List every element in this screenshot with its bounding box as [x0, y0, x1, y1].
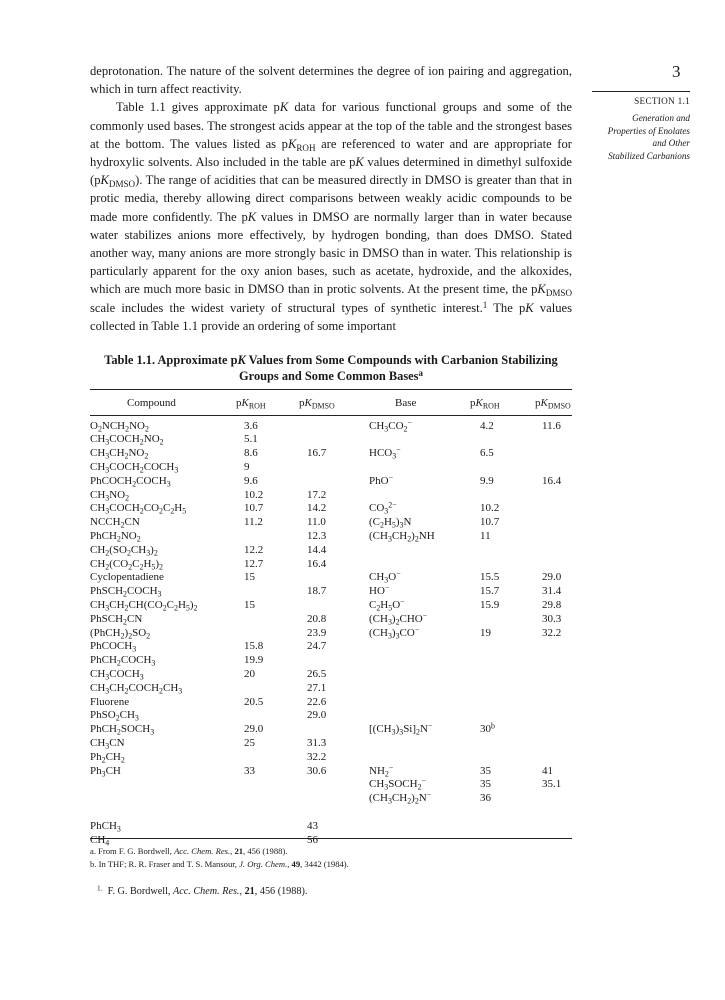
table-row [90, 696, 572, 710]
table-top-rule [90, 389, 572, 390]
table-row [90, 806, 572, 820]
cell-pk-dmso: 43 [307, 819, 318, 832]
cell-base-pk-roh: 6.5 [480, 447, 494, 460]
cell-base-pk-roh: 9.9 [480, 474, 494, 487]
table-row [90, 737, 572, 751]
table-row [90, 624, 572, 641]
cell-compound: PhCOCH$_3$ [90, 640, 137, 654]
cell-pk-roh: 15 [244, 571, 255, 584]
table-bottom-rule [90, 838, 572, 839]
table-row [90, 640, 572, 654]
sidebar-rule [592, 91, 690, 92]
cell-compound: $NCCH_2CN$ [90, 516, 140, 530]
cell-base: $CO_3^{2-}$ [369, 500, 397, 516]
cell-pk-roh: 15.8 [244, 640, 264, 653]
table-row [90, 654, 572, 668]
table-row [90, 585, 572, 599]
cell-pk-roh: 33 [244, 764, 255, 777]
cell-pk-roh: 5.1 [244, 433, 258, 446]
table-row [90, 571, 572, 585]
cell-base-pk-dmso: 35.1 [542, 778, 562, 791]
cell-base: $C_2H_5O^-$ [369, 597, 405, 613]
cell-base: PhO− [369, 473, 394, 487]
cell-base-pk-dmso: 41 [542, 764, 553, 777]
cell-base: HO− [369, 583, 390, 598]
cell-pk-roh: 9.6 [244, 474, 258, 487]
section-title-line: and Other [652, 138, 690, 148]
page-footnote: $^{1.}$ F. G. Bordwell, Acc. Chem. Res., 21, 456 (1988). [97, 883, 308, 897]
table-row [90, 820, 572, 834]
section-label: SECTION 1.1 [634, 96, 690, 106]
cell-base: $(C_2H_5)_3N$ [369, 516, 412, 530]
cell-base-pk-roh: 30$^b$ [480, 721, 495, 736]
cell-base-pk-dmso: 32.2 [542, 626, 562, 639]
cell-pk-roh: 11.2 [244, 516, 263, 529]
cell-compound: $Ph_3CH$ [90, 764, 121, 779]
column-header-pk-dmso-base: $pK_{DMSO}$ [535, 397, 571, 411]
table-footnote: b. In THF; R. R. Fraser and T. S. Mansour, J. Org. Chem., 49, 3442 (1984). [90, 859, 349, 869]
cell-pk-roh: 12.2 [244, 543, 264, 556]
cell-pk-dmso: 20.8 [307, 612, 327, 625]
page-number: 3 [672, 62, 681, 81]
cell-compound: $CH_2(CO_2C_2H_5)_2$ [90, 557, 163, 572]
cell-base: $[(CH_3)_3Si]_2N^-$ [369, 721, 433, 737]
cell-base: $(CH_3)_3CO^-$ [369, 624, 420, 641]
cell-compound: $CH_3CH_2COCH_2CH_3$ [90, 681, 183, 696]
paragraph: deprotonation. The nature of the solvent determines the degree of ion pairing and aggregation, which in turn affect reactivity. [90, 64, 572, 97]
cell-pk-dmso: 18.7 [307, 585, 327, 598]
cell-compound: PhCH$_3$ [90, 819, 121, 834]
cell-base: $CH_3SOCH_2^-$ [369, 776, 426, 792]
table-row [90, 447, 572, 461]
table-caption: Table 1.1. Approximate pK Values from Some Compounds with Carbanion Stabilizing Groups and Some Common Bases$^a$ [104, 353, 558, 383]
table-row [90, 530, 572, 544]
cell-base-pk-roh: 10.2 [480, 502, 500, 515]
cell-base-pk-roh: 15.9 [480, 598, 500, 611]
cell-compound: $CH_4$ [90, 833, 110, 848]
cell-pk-roh: 25 [244, 736, 255, 749]
table-row [90, 723, 572, 737]
column-header-pk-dmso: $pK_{DMSO}$ [299, 397, 335, 411]
cell-compound: Fluorene [90, 695, 130, 708]
cell-base-pk-roh: 35 [480, 764, 491, 777]
cell-pk-roh: 10.2 [244, 488, 264, 501]
cell-base: $CH_3CO_2^-$ [369, 417, 412, 434]
table-row [90, 682, 572, 696]
cell-compound: $PhCOCH_2COCH_3$ [90, 474, 171, 489]
cell-pk-dmso: 16.4 [307, 557, 327, 570]
cell-pk-roh: 8.6 [244, 447, 258, 460]
cell-compound: $CH_3COCH_2CO_2C_2H_5$ [90, 502, 187, 516]
section-title [592, 112, 690, 162]
cell-compound: $O_2NCH_2NO_2$ [90, 419, 149, 434]
cell-pk-dmso: 29.0 [307, 709, 327, 722]
table-header-rule [90, 415, 572, 416]
column-header-pk-roh-base: $pK_{ROH}$ [470, 397, 500, 411]
cell-compound: $CH_3COCH_3$ [90, 667, 144, 682]
table-row [90, 668, 572, 682]
cell-compound: $CH_2(SO_2CH_3)_2$ [90, 543, 158, 558]
cell-compound: $CH_3COCH_2NO_2$ [90, 433, 164, 447]
cell-compound: Cyclopentadiene [90, 571, 164, 584]
cell-compound: $CH_3COCH_2COCH_3$ [90, 460, 179, 475]
table-row [90, 613, 572, 627]
table-row [90, 417, 572, 434]
table-row [90, 489, 572, 503]
cell-pk-roh: 3.6 [244, 419, 258, 432]
cell-pk-dmso: 27.1 [307, 681, 327, 694]
cell-base-pk-roh: 10.7 [480, 516, 500, 529]
table-row [90, 461, 572, 475]
cell-pk-roh: 15 [244, 598, 255, 611]
cell-base-pk-roh: 19 [480, 626, 491, 639]
paragraph: Table 1.1 gives approximate pK data for various functional groups and some of the commonly used bases. The strongest acids appear at the top of the table and the strongest bases at the bottom. The values listed as $pK_{ROH}$ are referenced to water and are appropriate for hydroxylic solvents. Also included in the table are pK values determined in dimethyl sulfoxide $(pK_{DMSO})$. The range of acidities that can be measured directly in DMSO is greater than that in protic media, thereby allowing direct comparisons between weakly acidic compounds to be made more confidently. The pK values in DMSO are normally larger than in water because water stabilizes anions more effectively, by hydrogen bonding, than does DMSO. Stated another way, many anions are more strongly basic in DMSO than in water. This relationship is particularly apparent for the oxy anion bases, such as acetate, hydroxide, and the alkoxides, which are much more basic in DMSO than in protic solvents. At the present time, the $pK_{DMSO}$ scale includes the widest variety of structural types of synthetic interest.$^1$ The pK values collected in Table 1.1 provide an ordering of some important [90, 100, 572, 333]
section-title-line: Generation and [632, 113, 690, 123]
cell-base-pk-roh: 15.7 [480, 585, 500, 598]
cell-compound: $CH_3CH_2CH(CO_2C_2H_5)_2$ [90, 598, 198, 613]
cell-pk-dmso: 30.6 [307, 764, 327, 777]
cell-pk-dmso: 31.3 [307, 736, 327, 749]
table-row [90, 762, 572, 779]
cell-pk-dmso: 56 [307, 833, 318, 846]
cell-pk-roh: 20 [244, 667, 255, 680]
cell-compound: $PhCH_2NO_2$ [90, 529, 141, 544]
cell-base: $(CH_3)_2CHO^-$ [369, 611, 428, 627]
cell-pk-dmso: 32.2 [307, 750, 327, 763]
cell-base-pk-roh: 35 [480, 778, 491, 791]
table-row [90, 558, 572, 572]
section-title-line: Properties of Enolates [607, 125, 690, 136]
table-row [90, 433, 572, 447]
cell-base-pk-roh: 4.2 [480, 419, 494, 432]
cell-pk-dmso: 17.2 [307, 488, 327, 501]
column-header-base: Base [395, 397, 417, 409]
column-header-compound: Compound [127, 397, 176, 409]
cell-base-pk-dmso: 29.0 [542, 571, 562, 584]
cell-base-pk-dmso: 29.8 [542, 598, 562, 611]
cell-pk-roh: 9 [244, 460, 250, 473]
cell-base: $(CH_3CH_2)_2NH$ [369, 529, 435, 544]
cell-compound: $CH_3CH_2NO_2$ [90, 447, 149, 461]
cell-base: $(CH_3CH_2)_2N^-$ [369, 790, 432, 806]
table-row [90, 502, 572, 516]
cell-pk-roh: 12.7 [244, 557, 264, 570]
cell-base-pk-dmso: 16.4 [542, 474, 562, 487]
table-row [90, 599, 572, 613]
cell-pk-dmso: 26.5 [307, 667, 327, 680]
cell-compound: $Ph_2CH_2$ [90, 750, 125, 765]
cell-pk-roh: 29.0 [244, 723, 264, 736]
cell-pk-dmso: 14.4 [307, 543, 327, 556]
table-row [90, 792, 572, 806]
table-row [90, 516, 572, 530]
cell-base: $NH_2^-$ [369, 762, 394, 779]
table-row [90, 544, 572, 558]
table-row [90, 751, 572, 765]
cell-compound: $PhCH_2COCH_3$ [90, 654, 156, 668]
cell-compound: PhSCH$_2$CN [90, 612, 143, 627]
column-header-pk-roh: $pK_{ROH}$ [236, 397, 266, 411]
cell-compound: $CH_3NO_2$ [90, 488, 130, 503]
table-row [90, 709, 572, 723]
cell-compound: $(PhCH_2)_2SO_2$ [90, 626, 151, 641]
cell-pk-dmso: 22.6 [307, 695, 327, 708]
body-text [90, 62, 572, 335]
table-footnotes [90, 845, 349, 871]
cell-base-pk-dmso: 30.3 [542, 612, 562, 625]
table-footnote: a. From F. G. Bordwell, Acc. Chem. Res., 21, 456 (1988). [90, 846, 288, 856]
cell-pk-dmso: 23.9 [307, 626, 327, 639]
section-title-line: Stabilized Carbanions [608, 150, 690, 161]
cell-pk-roh: 19.9 [244, 654, 264, 667]
cell-pk-dmso: 16.7 [307, 447, 327, 460]
cell-base-pk-dmso: 31.4 [542, 585, 562, 598]
cell-base-pk-roh: 11 [480, 529, 491, 542]
cell-compound: $PhSCH_2COCH_3$ [90, 585, 162, 599]
table-row [90, 778, 572, 792]
cell-pk-dmso: 12.3 [307, 529, 327, 542]
cell-base-pk-roh: 15.5 [480, 571, 500, 584]
cell-base: $HCO_3^-$ [369, 445, 401, 461]
cell-pk-dmso: 14.2 [307, 502, 327, 515]
cell-pk-dmso: 24.7 [307, 640, 327, 653]
cell-base-pk-roh: 36 [480, 792, 491, 805]
cell-pk-roh: 20.5 [244, 695, 264, 708]
cell-base-pk-dmso: 11.6 [542, 419, 561, 432]
cell-compound: $CH_3CN$ [90, 736, 125, 751]
cell-compound: $PhSO_2CH_3$ [90, 709, 139, 723]
cell-pk-dmso: 11.0 [307, 516, 326, 529]
cell-pk-roh: 10.7 [244, 502, 264, 515]
cell-compound: $PhCH_2SOCH_3$ [90, 723, 155, 737]
table-row [90, 475, 572, 489]
cell-base: $CH_3O^-$ [369, 569, 401, 585]
